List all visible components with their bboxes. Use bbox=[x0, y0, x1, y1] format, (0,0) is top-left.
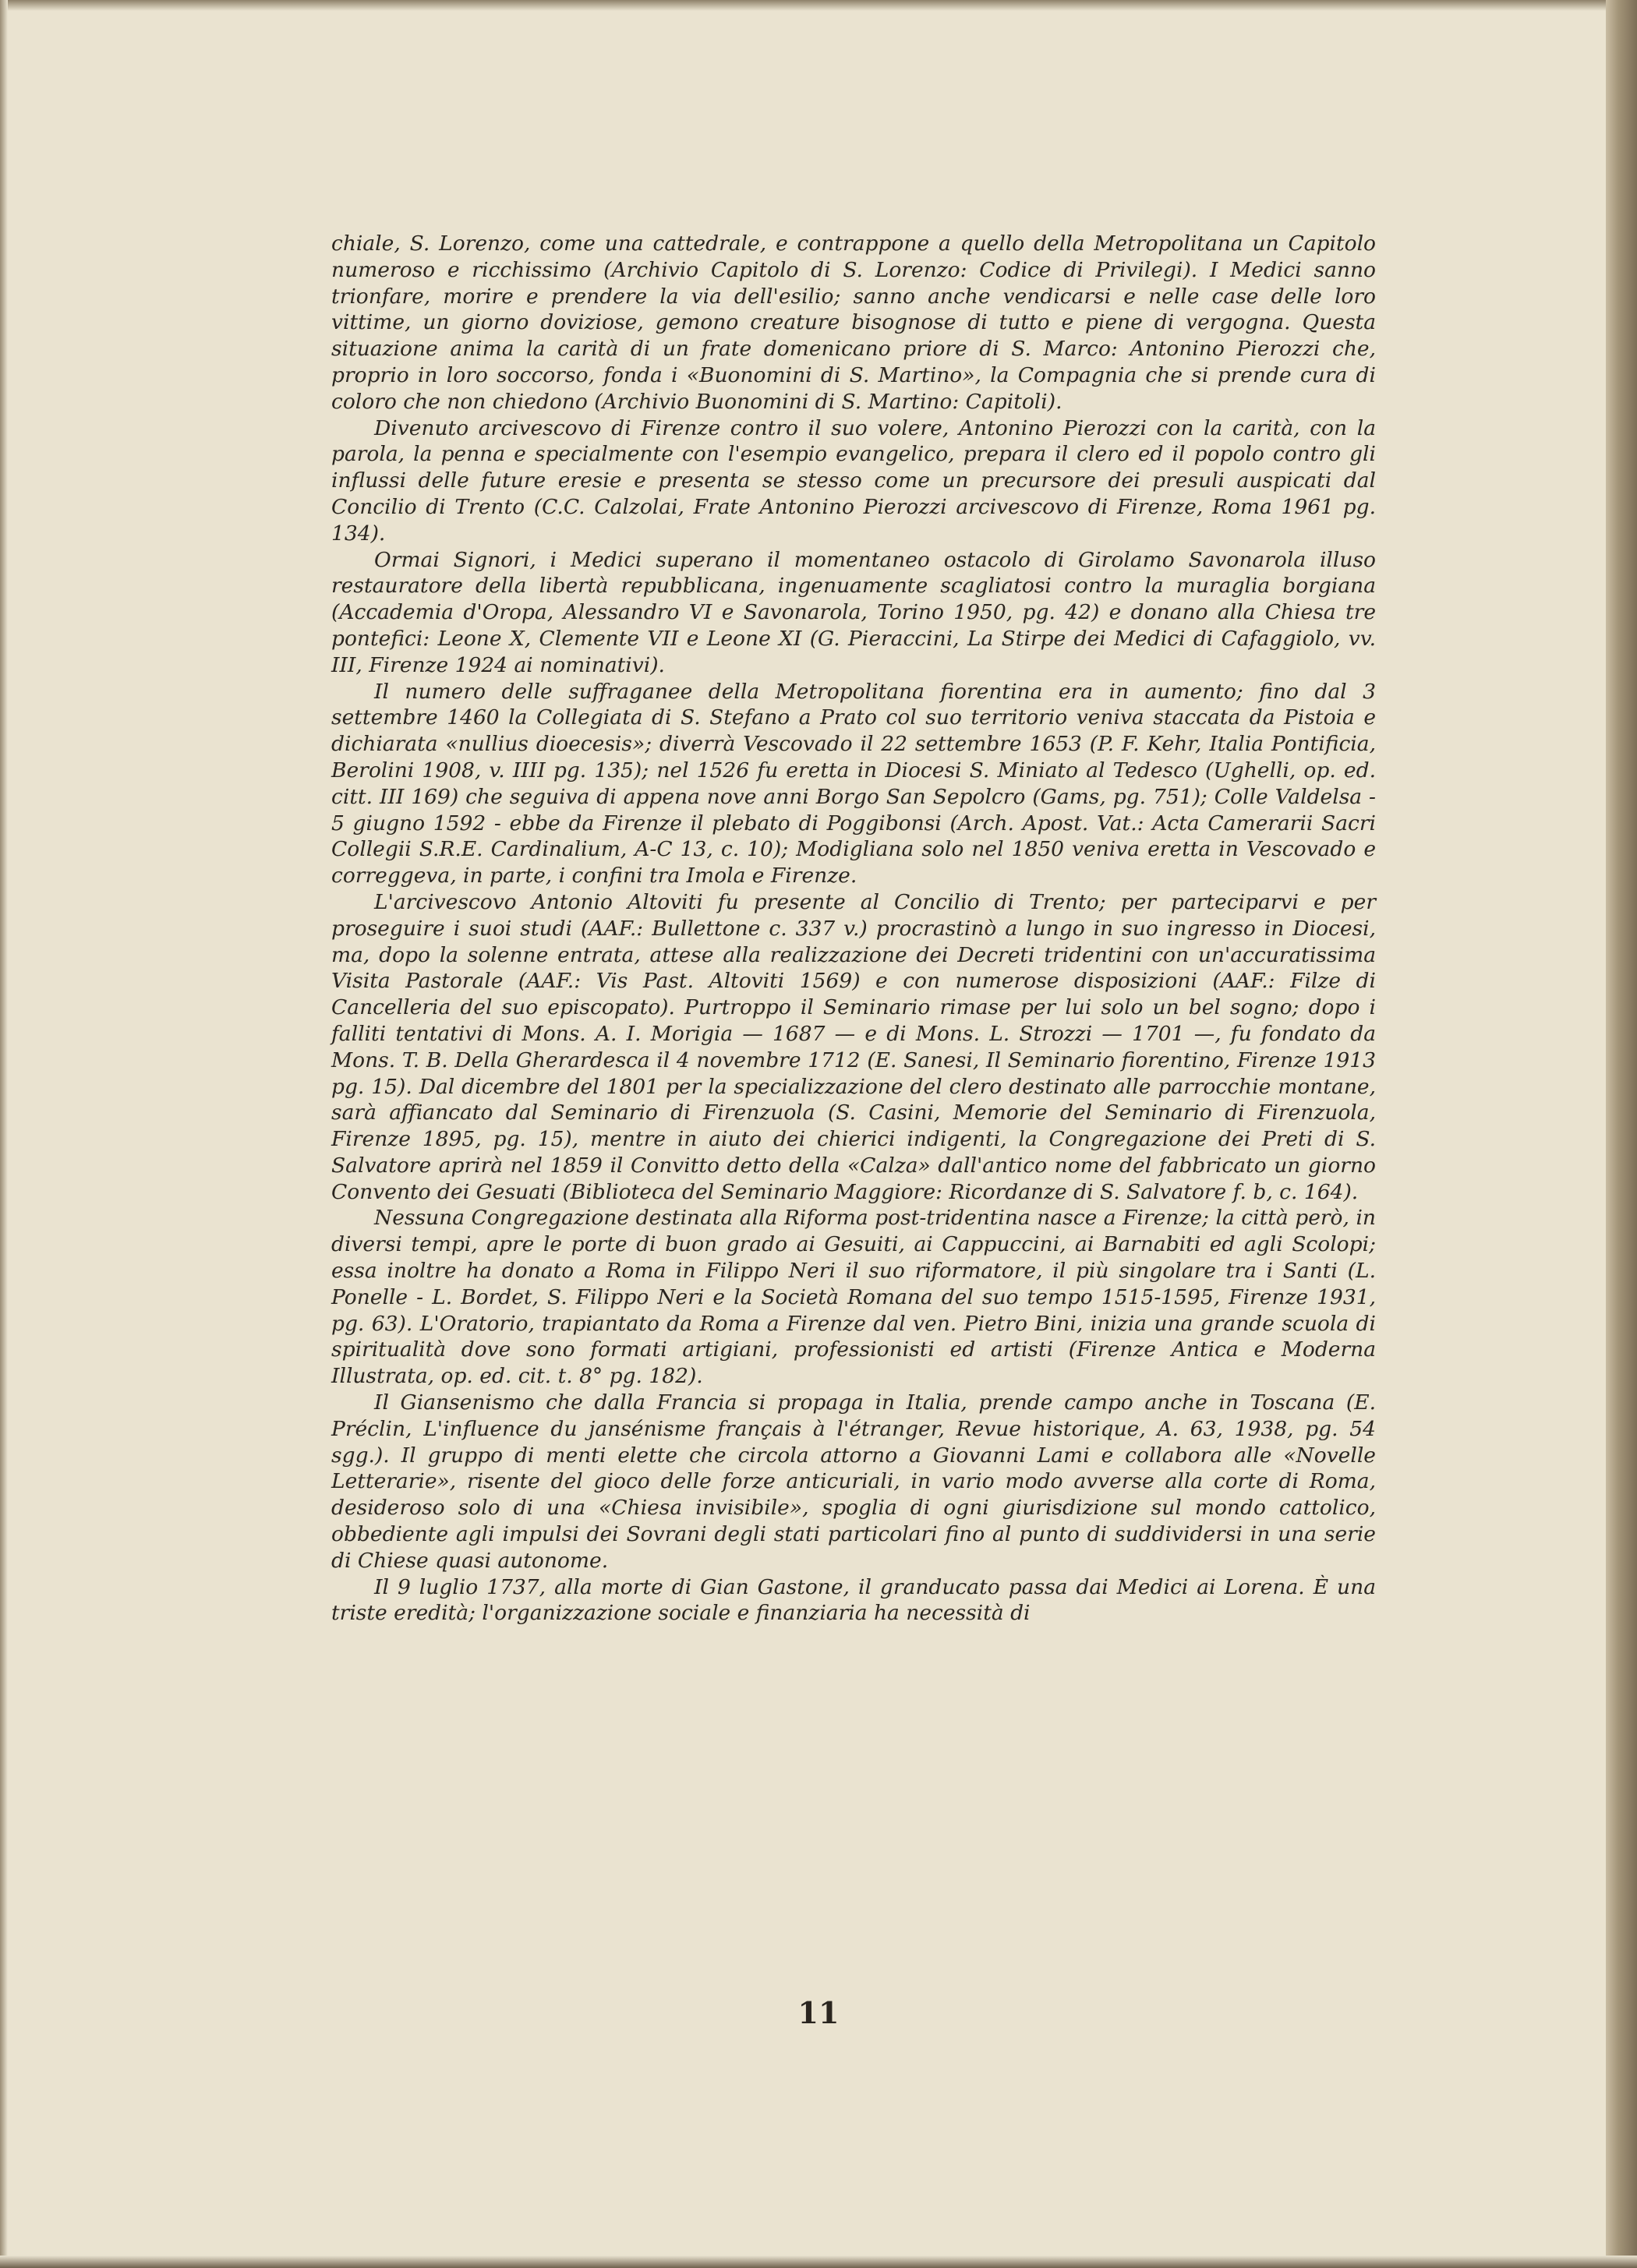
paragraph: chiale, S. Lorenzo, come una cattedrale, e contrappone a quello della Metropolitana un Capitolo numeroso e ricchissimo (Archivio Capitolo di S. Lorenzo: Codice di Privilegi). I Medici sanno trionfare, morire e prendere la via dell'esilio; sanno anche vendicarsi e nelle case delle loro vittime, un giorno doviziose, gemono creature bisognose di tutto e piene di vergogna. Questa situazione anima la carità di un frate domenicano priore di S. Marco: Antonino Pierozzi che, proprio in loro soccorso, fonda i «Buonomini di S. Martino», la Compagnia che si prende cura di coloro che non chiedono (Archivio Buonomini di S. Martino: Capitoli). bbox=[331, 231, 1376, 414]
body-text bbox=[331, 231, 1376, 1627]
paragraph: Ormai Signori, i Medici superano il momentaneo ostacolo di Girolamo Savonarola illuso restauratore della libertà repubblicana, ingenuamente scagliatosi contro la muraglia borgiana (Accademia d'Oropa, Alessandro VI e Savonarola, Torino 1950, pg. 42) e donano alla Chiesa tre pontefici: Leone X, Clemente VII e Leone XI (G. Pieraccini, La Stirpe dei Medici di Cafaggiolo, vv. III, Firenze 1924 ai nominativi). bbox=[331, 547, 1376, 677]
page-number: 11 bbox=[797, 1995, 840, 2030]
paragraph: Divenuto arcivescovo di Firenze contro il suo volere, Antonino Pierozzi con la carità, con la parola, la penna e specialmente con l'esempio evangelico, prepara il clero ed il popolo contro gli influssi delle future eresie e presenta se stesso come un precursore dei presuli auspicati dal Concilio di Trento (C.C. Calzolai, Frate Antonino Pierozzi arcivescovo di Firenze, Roma 1961 pg. 134). bbox=[331, 415, 1376, 546]
page-top-edge bbox=[0, 0, 1606, 11]
paragraph: Il 9 luglio 1737, alla morte di Gian Gastone, il granducato passa dai Medici ai Lorena. È una triste eredità; l'organizzazione sociale e finanziaria ha necessità di bbox=[331, 1574, 1376, 1626]
paragraph: Il numero delle suffraganee della Metropolitana fiorentina era in aumento; fino dal 3 settembre 1460 la Collegiata di S. Stefano a Prato col suo territorio veniva staccata da Pistoia e dichiarata «nullius dioecesis»; diverrà Vescovado il 22 settembre 1653 (P. F. Kehr, Italia Pontificia, Berolini 1908, v. IIII pg. 135); nel 1526 fu eretta in Diocesi S. Miniato al Tedesco (Ughelli, op. ed. citt. III 169) che seguiva di appena nove anni Borgo San Sepolcro (Gams, pg. 751); Colle Valdelsa - 5 giugno 1592 - ebbe da Firenze il plebato di Poggibonsi (Arch. Apost. Vat.: Acta Camerarii Sacri Collegii S.R.E. Cardinalium, A-C 13, c. 10); Modigliana solo nel 1850 veniva eretta in Vescovado e correggeva, in parte, i confini tra Imola e Firenze. bbox=[331, 679, 1376, 888]
paragraph: Il Giansenismo che dalla Francia si propaga in Italia, prende campo anche in Toscana (E. Préclin, L'influence du jansénisme français à l'étranger, Revue historique, A. 63, 1938, pg. 54 sgg.). Il gruppo di menti elette che circola attorno a Giovanni Lami e collabora alle «Novelle Letterarie», risente del gioco delle forze anticuriali, in vario modo avverse alla corte di Roma, desideroso solo di una «Chiesa invisibile», spoglia di ogni giurisdizione sul mondo cattolico, obbediente agli impulsi dei Sovrani degli stati particolari fino al punto di suddividersi in una serie di Chiese quasi autonome. bbox=[331, 1390, 1376, 1573]
book-spine-shadow bbox=[1606, 0, 1637, 2268]
paragraph: Nessuna Congregazione destinata alla Riforma post-tridentina nasce a Firenze; la città però, in diversi tempi, apre le porte di buon grado ai Gesuiti, ai Cappuccini, ai Barnabiti ed agli Scolopi; essa inoltre ha donato a Roma in Filippo Neri il suo riformatore, il più singolare tra i Santi (L. Ponelle - L. Bordet, S. Filippo Neri e la Società Romana del suo tempo 1515-1595, Firenze 1931, pg. 63). L'Oratorio, trapiantato da Roma a Firenze dal ven. Pietro Bini, inizia una grande scuola di spiritualità dove sono formati artigiani, professionisti ed artisti (Firenze Antica e Moderna Illustrata, op. ed. cit. t. 8° pg. 182). bbox=[331, 1206, 1376, 1389]
paragraph: L'arcivescovo Antonio Altoviti fu presente al Concilio di Trento; per parteciparvi e per proseguire i suoi studi (AAF.: Bullettone c. 337 v.) procrastinò a lungo in suo ingresso in Diocesi, ma, dopo la solenne entrata, attese alla realizzazione dei Decreti tridentini con un'accuratissima Visita Pastorale (AAF.: Vis Past. Altoviti 1569) e con numerose disposizioni (AAF.: Filze di Cancelleria del suo episcopato). Purtroppo il Seminario rimase per lui solo un bel sogno; dopo i falliti tentativi di Mons. A. I. Morigia — 1687 — e di Mons. L. Strozzi — 1701 —, fu fondato da Mons. T. B. Della Gherardesca il 4 novembre 1712 (E. Sanesi, Il Seminario fiorentino, Firenze 1913 pg. 15). Dal dicembre del 1801 per la specializzazione del clero destinato alle parrocchie montane, sarà affiancato dal Seminario di Firenzuola (S. Casini, Memorie del Seminario di Firenzuola, Firenze 1895, pg. 15), mentre in aiuto dei chierici indigenti, la Congregazione dei Preti di S. Salvatore aprirà nel 1859 il Convitto detto della «Calza» dall'antico nome del fabbricato un giorno Convento dei Gesuati (Biblioteca del Seminario Maggiore: Ricordanze di S. Salvatore f. b, c. 164). bbox=[331, 889, 1376, 1204]
page-left-edge bbox=[0, 0, 8, 2268]
page-bottom-edge bbox=[0, 2256, 1637, 2268]
